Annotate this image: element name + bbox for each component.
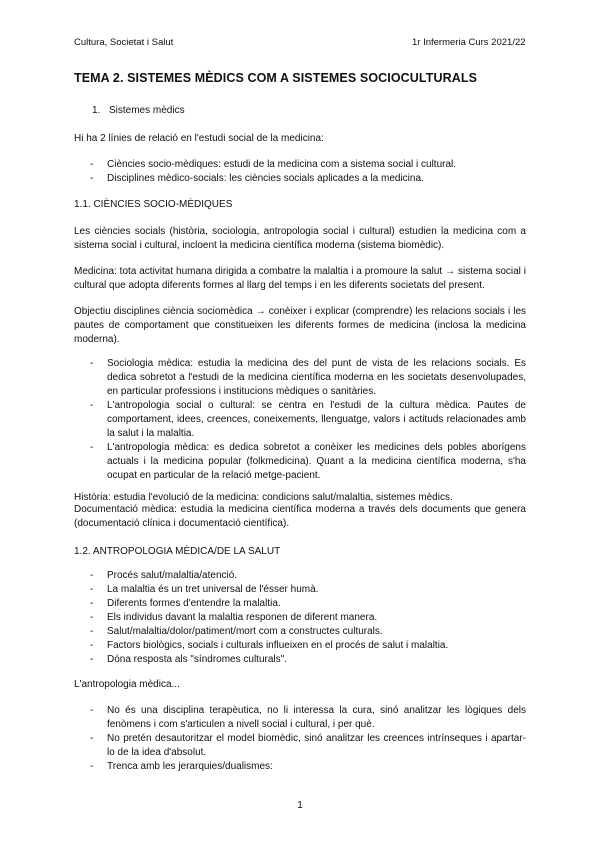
list-item: - La malaltia és un tret universal de l'ésser humà. xyxy=(90,583,526,597)
intro-paragraph: Hi ha 2 línies de relació en l'estudi social de la medicina: xyxy=(74,133,324,144)
paragraph: L'antropologia mèdica... xyxy=(74,679,180,690)
list-item: - No pretén desautoritzar el model biomèdic, sinó analitzar les creences intrínseques i apartar-lo de la idea d'absolut. xyxy=(90,732,526,760)
page-number: 1 xyxy=(297,800,303,811)
paragraph: Objectiu disciplines ciència sociomèdica → conèixer i explicar (comprendre) les relacions socials i les pautes de comportament que constitueixen les diferents formes de medicina (inclosa la medicina moderna). xyxy=(74,306,526,345)
disciplines-list xyxy=(90,357,526,483)
list-item: - Trenca amb les jerarquies/dualismes: xyxy=(90,760,526,774)
list-item: - Ciències socio-mèdiques: estudi de la medicina com a sistema social i cultural. xyxy=(90,158,526,172)
list-item: - Procés salut/malaltia/atenció. xyxy=(90,569,526,583)
list-item: - L'antropologia social o cultural: se centra en l'estudi de la cultura mèdica. Pautes de comportament, idees, creences, coneixements, llenguatge, valors i actituds relacionades amb la salut i la malaltia. xyxy=(90,399,526,441)
paragraph: Història: estudia l'evolució de la medicina: condicions salut/malaltia, sistemes mèdics. xyxy=(74,492,453,503)
list-item: - Dóna resposta als "síndromes culturals". xyxy=(90,653,526,667)
page-title: TEMA 2. SISTEMES MÈDICS COM A SISTEMES SOCIOCULTURALS xyxy=(74,71,478,85)
section-number: 1. xyxy=(92,105,101,116)
section-heading xyxy=(92,104,185,118)
intro-list xyxy=(90,158,526,186)
paragraph: Medicina: tota activitat humana dirigida a combatre la malaltia i a promoure la salut → sistema social i cultural que adopta diferents formes al llarg del temps i en les diferents societats del present. xyxy=(74,266,526,291)
list-item: - Sociologia mèdica: estudia la medicina des del punt de vista de les relacions socials. Es dedica sobretot a l'estudi de la medicina científica moderna en les societats desenvolupades, en particular professions i institucions mèdiques o sanitàries. xyxy=(90,357,526,399)
section-label: Sistemes mèdics xyxy=(109,105,185,116)
list-item: - Salut/malaltia/dolor/patiment/mort com a constructes culturals. xyxy=(90,625,526,639)
subsection-heading-1-1: 1.1. CIÈNCIES SOCIO-MÈDIQUES xyxy=(74,199,233,210)
list-item: - No és una disciplina terapèutica, no li interessa la cura, sinó analitzar les lògiques dels fenòmens i com s'articulen a nivell social i cultural, i per què. xyxy=(90,704,526,732)
anthropology-list xyxy=(90,569,526,667)
subsection-heading-1-2: 1.2. ANTROPOLOGIA MÈDICA/DE LA SALUT xyxy=(74,546,281,557)
list-item: - L'antropologia mèdica: es dedica sobretot a conèixer les medicines dels pobles aborígens actuals i la medicina popular (folkmedicina). Quant a la medicina científica moderna, s'ha ocupat en particular de la relació metge-pacient. xyxy=(90,441,526,483)
list-item: - Diferents formes d'entendre la malaltia. xyxy=(90,597,526,611)
paragraph: Les ciències socials (història, sociologia, antropologia social i cultural) estudien la medicina com a sistema social i cultural, incloent la medicina científica moderna (sistema biomèdic). xyxy=(74,226,526,251)
header-course: Cultura, Societat i Salut xyxy=(74,37,174,48)
anthropology-list-2 xyxy=(90,704,526,774)
list-item: - Factors biològics, socials i culturals influeixen en el procés de salut i malaltia. xyxy=(90,639,526,653)
list-item: - Disciplines mèdico-socials: les ciències socials aplicades a la medicina. xyxy=(90,172,526,186)
list-item: - Els individus davant la malaltia responen de diferent manera. xyxy=(90,611,526,625)
paragraph: Documentació mèdica: estudia la medicina científica moderna a través dels documents que genera (documentació clínica i documentació científica). xyxy=(74,504,526,529)
header-year: 1r Infermeria Curs 2021/22 xyxy=(412,37,526,48)
